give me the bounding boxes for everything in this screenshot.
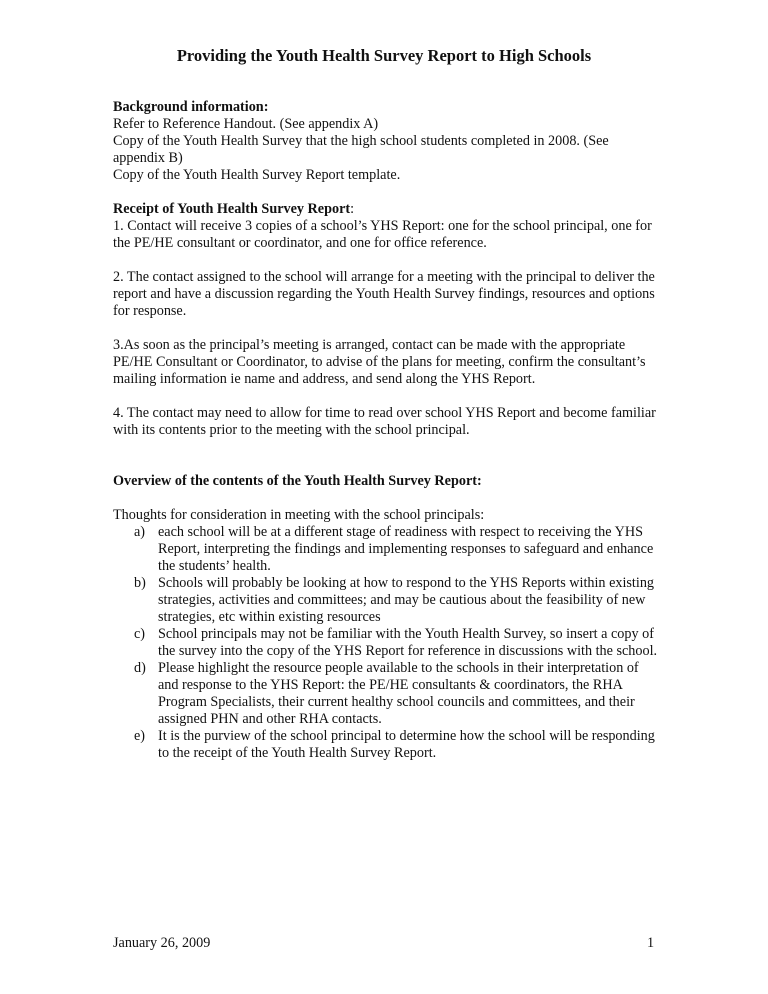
document-body xyxy=(113,99,658,762)
list-item-text: Schools will probably be looking at how to respond to the YHS Reports within existing strategies, activities and committees; and may be cautious about the feasibility of new strategies, etc within existing resources xyxy=(158,575,655,625)
list-item xyxy=(113,575,658,626)
background-line: Copy of the Youth Health Survey Report template. xyxy=(113,167,401,183)
receipt-heading-line xyxy=(113,201,658,218)
background-line: Copy of the Youth Health Survey that the high school students completed in 2008. (See appendix B) xyxy=(113,133,609,166)
list-item xyxy=(113,626,658,660)
list-marker: e) xyxy=(134,728,146,744)
list-item xyxy=(113,728,658,762)
background-line: Refer to Reference Handout. (See appendix A) xyxy=(113,116,379,132)
list-item xyxy=(113,524,658,575)
receipt-paragraph: 4. The contact may need to allow for time to read over school YHS Report and become familiar with its contents prior to the meeting with the school principal. xyxy=(113,405,656,438)
list-marker: a) xyxy=(134,524,146,540)
receipt-paragraph: 1. Contact will receive 3 copies of a school’s YHS Report: one for the school principal, one for the PE/HE consultant or coordinator, and one for office reference. xyxy=(113,218,652,251)
footer-date: January 26, 2009 xyxy=(113,935,211,951)
background-heading: Background information: xyxy=(113,99,269,115)
list-item-text: It is the purview of the school principal to determine how the school will be responding to the receipt of the Youth Health Survey Report. xyxy=(158,728,655,761)
overview-intro: Thoughts for consideration in meeting with the school principals: xyxy=(113,507,485,523)
page-number: 1 xyxy=(647,935,655,951)
list-marker: d) xyxy=(134,660,146,676)
document-title: Providing the Youth Health Survey Report to High Schools xyxy=(176,46,592,65)
receipt-paragraph: 2. The contact assigned to the school will arrange for a meeting with the principal to deliver the report and have a discussion regarding the Youth Health Survey findings, resources and options for response. xyxy=(113,269,655,319)
overview-heading: Overview of the contents of the Youth Health Survey Report: xyxy=(113,473,482,489)
list-marker: b) xyxy=(134,575,146,591)
list-item-text: School principals may not be familiar with the Youth Health Survey, so insert a copy of the survey into the copy of the YHS Report for reference in discussions with the school. xyxy=(158,626,658,659)
list-marker: c) xyxy=(134,626,146,642)
list-item-text: each school will be at a different stage of readiness with respect to receiving the YHS Report, interpreting the findings and implementing responses to safeguard and enhance the students’ health. xyxy=(158,524,654,574)
receipt-heading: Receipt of Youth Health Survey Report xyxy=(113,201,351,217)
list-item xyxy=(113,660,658,728)
list-item-text: Please highlight the resource people available to the schools in their interpretation of and response to the YHS Report: the PE/HE consultants & coordinators, the RHA Program Specialists, their current healthy school councils and committees, and their assigned PHN and other RHA contacts. xyxy=(158,660,639,727)
overview-list xyxy=(113,524,658,762)
receipt-heading-colon: : xyxy=(350,201,355,217)
receipt-paragraph: 3.As soon as the principal’s meeting is arranged, contact can be made with the appropriate PE/HE Consultant or Coordinator, to advise of the plans for meeting, confirm the consultant’s mailing information ie name and address, and send along the YHS Report. xyxy=(113,337,646,387)
